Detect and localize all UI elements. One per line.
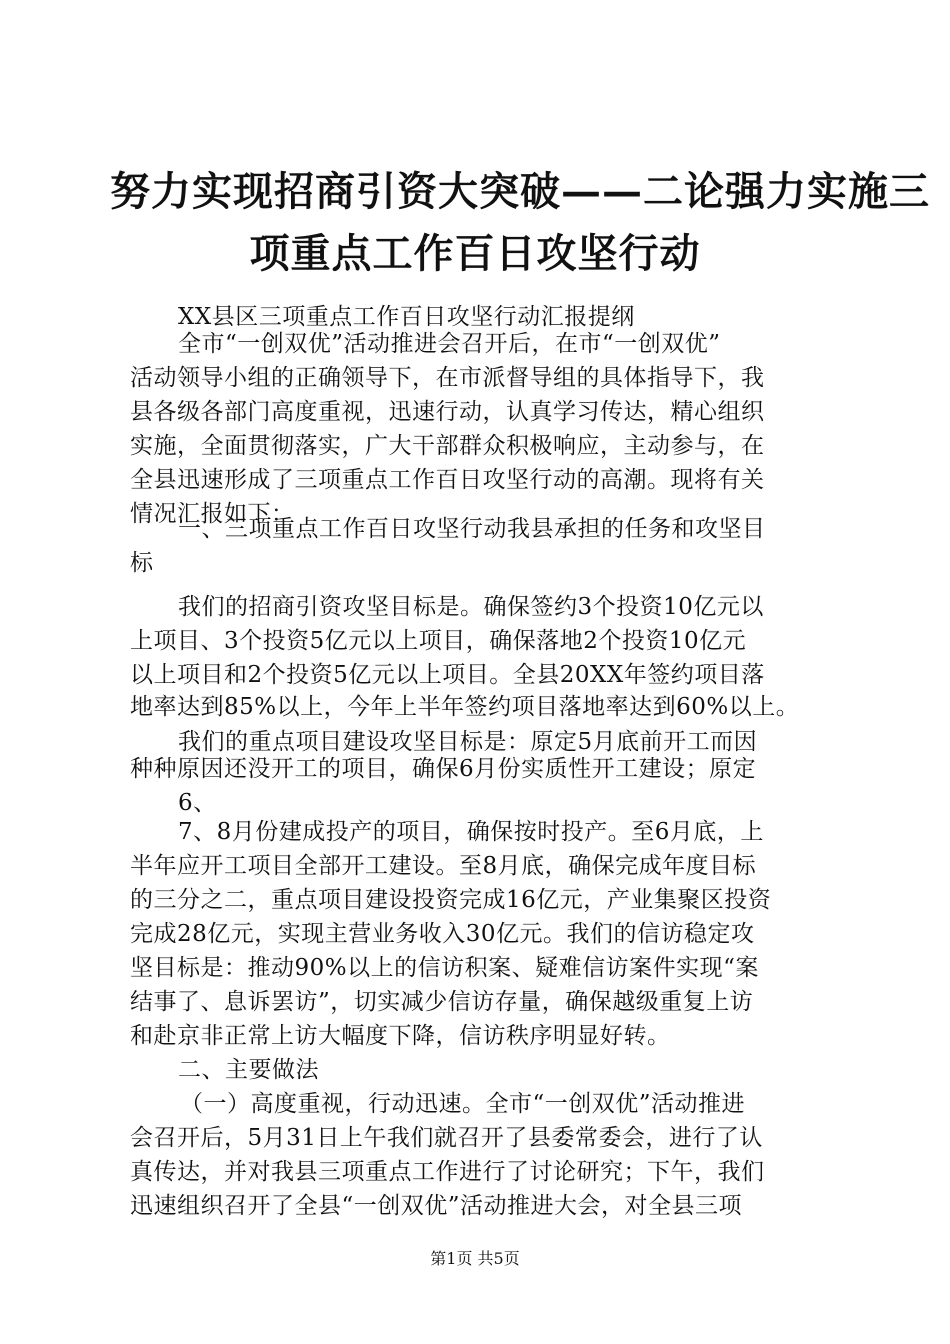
body-line: （一）高度重视，行动迅速。全市“一创双优”活动推进 bbox=[180, 1091, 746, 1117]
body-line: 迅速组织召开了全县“一创双优”活动推进大会，对全县三项 bbox=[130, 1193, 743, 1219]
section-heading: 二、主要做法 bbox=[178, 1057, 319, 1083]
body-line: 情况汇报如下： bbox=[130, 501, 295, 527]
body-line: 结事了、息诉罢访”，切实减少信访存量，确保越级重复上访 bbox=[130, 989, 754, 1015]
section-heading: 一、三项重点工作百日攻坚行动我县承担的任务和攻坚目 bbox=[178, 516, 766, 542]
body-line: 县各级各部门高度重视，迅速行动，认真学习传达，精心组织 bbox=[130, 399, 765, 425]
body-line: 实施，全面贯彻落实，广大干部群众积极响应，主动参与，在 bbox=[130, 433, 765, 459]
body-line: 7、8月份建成投产的项目，确保按时投产。至6月底，上 bbox=[178, 819, 764, 845]
body-line: 上项目、3个投资5亿元以上项目，确保落地2个投资10亿元 bbox=[130, 628, 747, 654]
body-line: 完成28亿元，实现主营业务收入30亿元。我们的信访稳定攻 bbox=[130, 921, 755, 947]
body-line: 真传达，并对我县三项重点工作进行了讨论研究；下午，我们 bbox=[130, 1159, 765, 1185]
document-title-line-2: 项重点工作百日攻坚行动 bbox=[249, 230, 701, 277]
document-title-line-1: 努力实现招商引资大突破——二论强力实施三 bbox=[110, 168, 930, 215]
body-line: 和赴京非正常上访大幅度下降，信访秩序明显好转。 bbox=[130, 1023, 671, 1049]
body-line: 地率达到85%以上，今年上半年签约项目落地率达到60%以上。 bbox=[130, 694, 800, 720]
body-line: 会召开后，5月31日上午我们就召开了县委常委会，进行了认 bbox=[130, 1125, 763, 1151]
body-line: 全县迅速形成了三项重点工作百日攻坚行动的高潮。现将有关 bbox=[130, 467, 765, 493]
page-number-footer: 第1页 共5页 bbox=[430, 1249, 520, 1268]
section-heading-cont: 标 bbox=[130, 550, 154, 576]
body-line: 坚目标是：推动90%以上的信访积案、疑难信访案件实现“案 bbox=[130, 955, 759, 981]
body-line: 的三分之二，重点项目建设投资完成16亿元，产业集聚区投资 bbox=[130, 887, 772, 913]
body-line: 6、 bbox=[178, 790, 217, 816]
subtitle-line: XX县区三项重点工作百日攻坚行动汇报提纲 bbox=[178, 304, 635, 330]
body-line: 我们的招商引资攻坚目标是。确保签约3个投资10亿元以 bbox=[178, 594, 764, 620]
body-line: 全市“一创双优”活动推进会召开后，在市“一创双优” bbox=[178, 331, 721, 357]
body-line: 以上项目和2个投资5亿元以上项目。全县20XX年签约项目落 bbox=[130, 662, 765, 688]
body-line: 我们的重点项目建设攻坚目标是：原定5月底前开工而因 bbox=[178, 729, 758, 755]
body-line: 种种原因还没开工的项目，确保6月份实质性开工建设；原定 bbox=[130, 756, 757, 782]
body-line: 活动领导小组的正确领导下，在市派督导组的具体指导下，我 bbox=[130, 365, 765, 391]
body-line: 半年应开工项目全部开工建设。至8月底，确保完成年度目标 bbox=[130, 853, 757, 879]
